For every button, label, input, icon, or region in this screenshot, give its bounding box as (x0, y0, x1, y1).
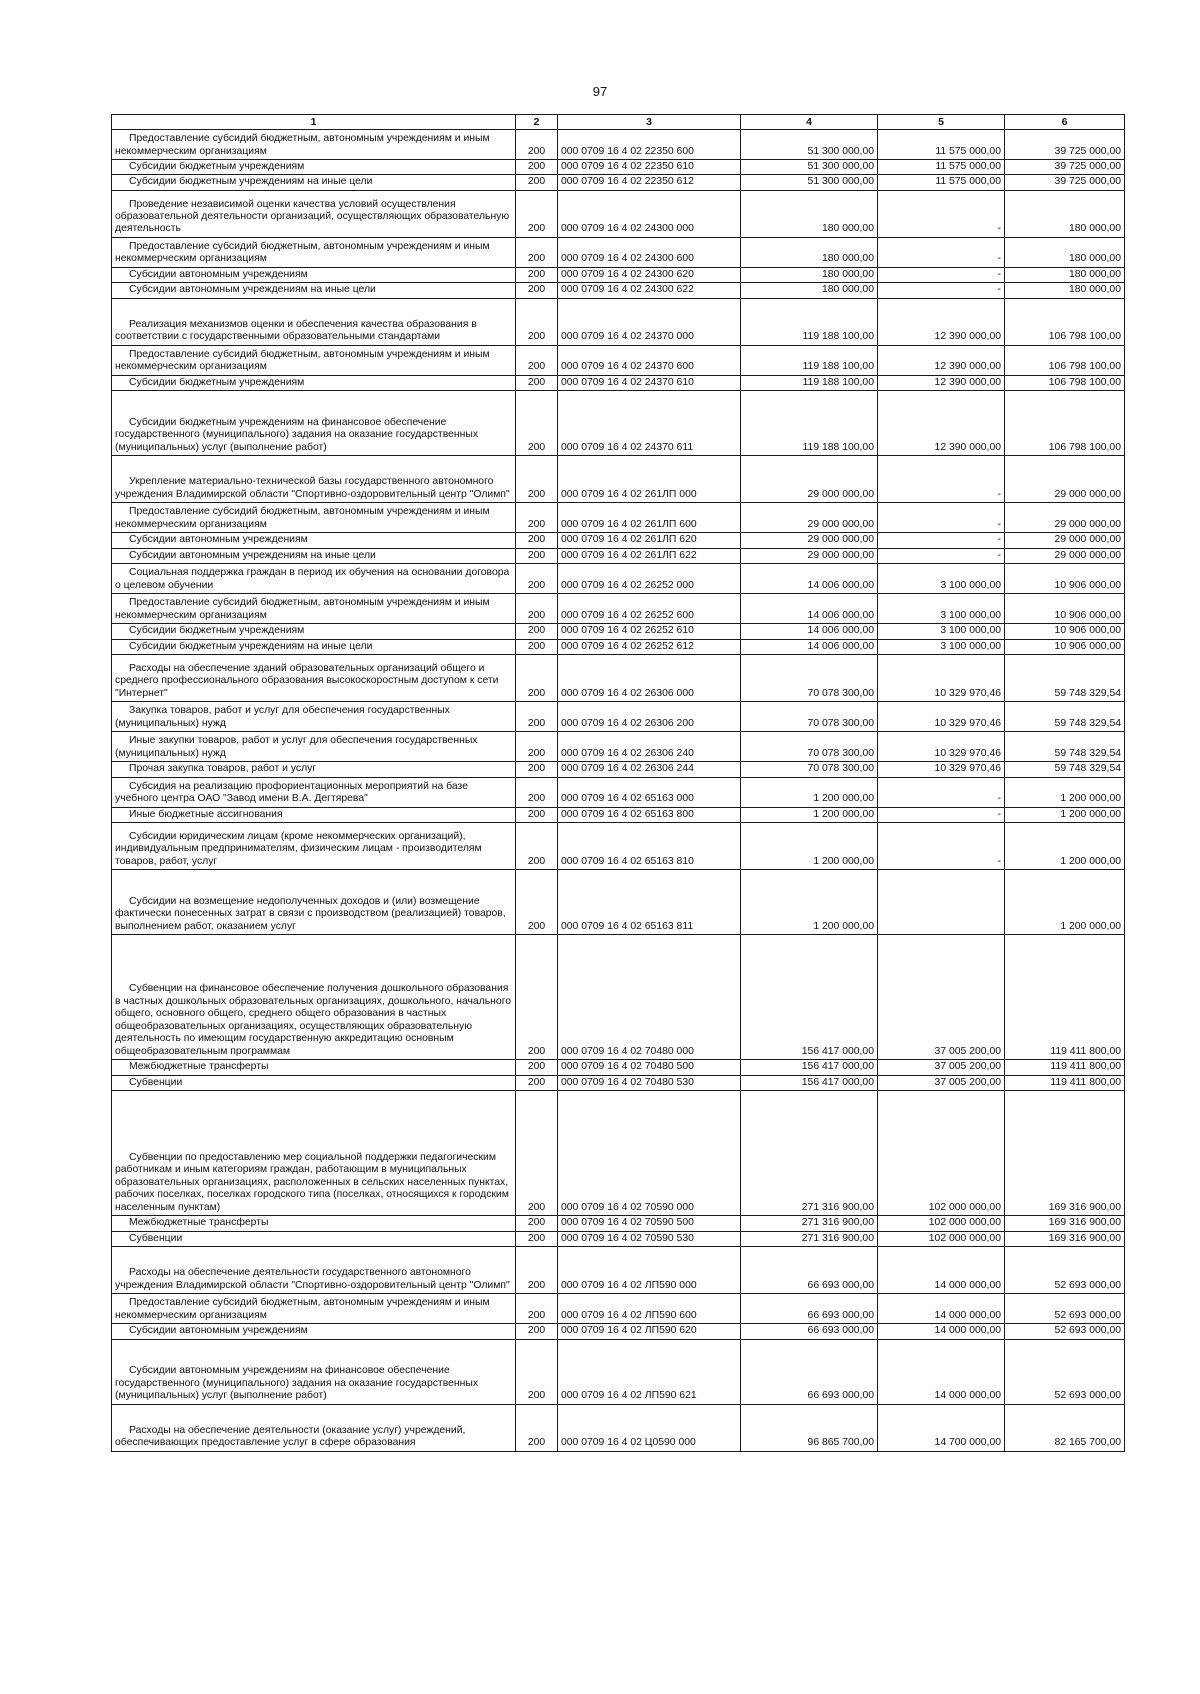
table-cell-admin-code: 200 (516, 823, 558, 870)
table-cell-amount-approved: 156 417 000,00 (741, 935, 878, 1060)
table-cell-amount-executed: - (878, 456, 1005, 503)
table-cell-amount-remaining: 169 316 900,00 (1005, 1216, 1125, 1231)
table-cell-admin-code: 200 (516, 732, 558, 762)
table-cell-name: Субсидии автономным учреждениям (112, 1324, 516, 1339)
table-cell-amount-executed: 12 390 000,00 (878, 345, 1005, 375)
table-cell-budget-code: 000 0709 16 4 02 26306 200 (558, 702, 741, 732)
table-cell-name: Проведение независимой оценки качества условий осуществления образовательной деятельности организаций, осуществляющих образовательную деятельность (112, 190, 516, 237)
table-cell-admin-code: 200 (516, 762, 558, 777)
table-cell-amount-approved: 1 200 000,00 (741, 870, 878, 935)
table-row (112, 375, 1125, 390)
table-cell-amount-remaining: 1 200 000,00 (1005, 823, 1125, 870)
table-cell-budget-code: 000 0709 16 4 02 70590 500 (558, 1216, 741, 1231)
table-cell-budget-code: 000 0709 16 4 02 24300 620 (558, 267, 741, 282)
table-cell-amount-remaining: 106 798 100,00 (1005, 298, 1125, 345)
table-cell-admin-code: 200 (516, 190, 558, 237)
table-row (112, 1231, 1125, 1246)
table-cell-amount-executed: 102 000 000,00 (878, 1231, 1005, 1246)
table-cell-amount-executed: 10 329 970,46 (878, 762, 1005, 777)
table-cell-admin-code: 200 (516, 807, 558, 822)
table-cell-name: Предоставление субсидий бюджетным, автономным учреждениям и иным некоммерческим организациям (112, 345, 516, 375)
table-row (112, 702, 1125, 732)
column-header: 2 (516, 115, 558, 130)
table-cell-amount-executed: - (878, 823, 1005, 870)
table-cell-budget-code: 000 0709 16 4 02 65163 810 (558, 823, 741, 870)
table-cell-amount-executed: 11 575 000,00 (878, 160, 1005, 175)
table-cell-amount-executed: 12 390 000,00 (878, 298, 1005, 345)
table-cell-amount-approved: 70 078 300,00 (741, 762, 878, 777)
table-cell-amount-approved: 29 000 000,00 (741, 503, 878, 533)
column-header: 4 (741, 115, 878, 130)
table-cell-budget-code: 000 0709 16 4 02 ЛП590 600 (558, 1294, 741, 1324)
table-cell-amount-remaining: 10 906 000,00 (1005, 594, 1125, 624)
table-cell-name: Субсидии бюджетным учреждениям на иные цели (112, 175, 516, 190)
table-cell-budget-code: 000 0709 16 4 02 26252 610 (558, 624, 741, 639)
table-row (112, 267, 1125, 282)
table-row (112, 548, 1125, 563)
table-row (112, 823, 1125, 870)
table-cell-admin-code: 200 (516, 870, 558, 935)
table-row (112, 503, 1125, 533)
table-cell-amount-executed: 12 390 000,00 (878, 375, 1005, 390)
table-cell-admin-code: 200 (516, 237, 558, 267)
table-cell-amount-approved: 66 693 000,00 (741, 1339, 878, 1404)
table-row (112, 1339, 1125, 1404)
table-cell-amount-approved: 51 300 000,00 (741, 130, 878, 160)
column-header: 3 (558, 115, 741, 130)
table-cell-amount-remaining: 82 165 700,00 (1005, 1404, 1125, 1451)
page-number: 97 (592, 84, 608, 99)
table-cell-name: Субсидии автономным учреждениям на финансовое обеспечение государственного (муниципального) задания на оказание государственных (муниципальных) услуг (выполнение работ) (112, 1339, 516, 1404)
table-cell-admin-code: 200 (516, 548, 558, 563)
table-cell-amount-remaining: 119 411 800,00 (1005, 1060, 1125, 1075)
table-cell-admin-code: 200 (516, 283, 558, 298)
table-cell-amount-approved: 180 000,00 (741, 267, 878, 282)
table-cell-amount-approved: 66 693 000,00 (741, 1324, 878, 1339)
table-cell-budget-code: 000 0709 16 4 02 24370 600 (558, 345, 741, 375)
table-cell-amount-approved: 180 000,00 (741, 190, 878, 237)
table-cell-amount-approved: 14 006 000,00 (741, 639, 878, 654)
table-cell-budget-code: 000 0709 16 4 02 24300 622 (558, 283, 741, 298)
budget-table (111, 114, 1125, 1452)
table-cell-amount-remaining: 106 798 100,00 (1005, 375, 1125, 390)
table-cell-budget-code: 000 0709 16 4 02 ЛП590 000 (558, 1247, 741, 1294)
table-cell-budget-code: 000 0709 16 4 02 Ц0590 000 (558, 1404, 741, 1451)
table-row (112, 391, 1125, 456)
table-cell-name: Предоставление субсидий бюджетным, автономным учреждениям и иным некоммерческим организациям (112, 237, 516, 267)
table-cell-budget-code: 000 0709 16 4 02 22350 612 (558, 175, 741, 190)
table-cell-name: Укрепление материально-технической базы государственного автономного учреждения Владимирской области "Спортивно-оздоровительный центр "Олимп" (112, 456, 516, 503)
table-cell-amount-executed: 11 575 000,00 (878, 175, 1005, 190)
table-cell-budget-code: 000 0709 16 4 02 26306 240 (558, 732, 741, 762)
table-cell-budget-code: 000 0709 16 4 02 261ЛП 600 (558, 503, 741, 533)
table-cell-amount-approved: 51 300 000,00 (741, 160, 878, 175)
table-cell-budget-code: 000 0709 16 4 02 65163 800 (558, 807, 741, 822)
table-cell-amount-approved: 1 200 000,00 (741, 823, 878, 870)
table-row (112, 1060, 1125, 1075)
table-cell-admin-code: 200 (516, 345, 558, 375)
table-cell-amount-approved: 51 300 000,00 (741, 175, 878, 190)
table-cell-amount-approved: 119 188 100,00 (741, 391, 878, 456)
table-cell-amount-remaining: 39 725 000,00 (1005, 160, 1125, 175)
table-cell-amount-remaining: 52 693 000,00 (1005, 1247, 1125, 1294)
table-cell-budget-code: 000 0709 16 4 02 26306 000 (558, 655, 741, 702)
table-cell-name: Субсидии на возмещение недополученных доходов и (или) возмещение фактически понесенных затрат в связи с производством (реализацией) товаров, выполнением работ, оказанием услуг (112, 870, 516, 935)
table-cell-amount-executed: 14 000 000,00 (878, 1339, 1005, 1404)
table-cell-name: Иные закупки товаров, работ и услуг для обеспечения государственных (муниципальных) нужд (112, 732, 516, 762)
table-cell-budget-code: 000 0709 16 4 02 26252 612 (558, 639, 741, 654)
table-cell-amount-remaining: 1 200 000,00 (1005, 870, 1125, 935)
table-cell-amount-approved: 1 200 000,00 (741, 807, 878, 822)
table-row (112, 655, 1125, 702)
table-cell-amount-remaining: 52 693 000,00 (1005, 1339, 1125, 1404)
table-cell-amount-remaining: 29 000 000,00 (1005, 533, 1125, 548)
table-cell-budget-code: 000 0709 16 4 02 70590 530 (558, 1231, 741, 1246)
table-cell-name: Субсидии автономным учреждениям (112, 533, 516, 548)
table-cell-admin-code: 200 (516, 456, 558, 503)
table-cell-budget-code: 000 0709 16 4 02 ЛП590 621 (558, 1339, 741, 1404)
table-cell-name: Субсидии бюджетным учреждениям на иные цели (112, 639, 516, 654)
table-cell-name: Расходы на обеспечение деятельности (оказание услуг) учреждений, обеспечивающих предоставление услуг в сфере образования (112, 1404, 516, 1451)
table-cell-budget-code: 000 0709 16 4 02 65163 000 (558, 777, 741, 807)
table-cell-admin-code: 200 (516, 1091, 558, 1216)
table-cell-name: Субвенции на финансовое обеспечение получения дошкольного образования в частных дошкольных образовательных организациях, дошкольного, начального общего, основного общего, среднего общего образования в частных общеобразовательных организациях, осуществляющих образовательную деятельность по имеющим государственную аккредитацию основным общеобразовательным программам (112, 935, 516, 1060)
table-cell-name: Прочая закупка товаров, работ и услуг (112, 762, 516, 777)
table-cell-admin-code: 200 (516, 655, 558, 702)
table-cell-amount-executed: 102 000 000,00 (878, 1091, 1005, 1216)
table-cell-name: Предоставление субсидий бюджетным, автономным учреждениям и иным некоммерческим организациям (112, 130, 516, 160)
table-cell-admin-code: 200 (516, 1339, 558, 1404)
table-cell-name: Субсидии бюджетным учреждениям (112, 160, 516, 175)
table-cell-amount-executed: 10 329 970,46 (878, 702, 1005, 732)
table-cell-amount-approved: 29 000 000,00 (741, 456, 878, 503)
table-cell-name: Субсидии автономным учреждениям на иные цели (112, 283, 516, 298)
table-cell-budget-code: 000 0709 16 4 02 70480 000 (558, 935, 741, 1060)
table-row (112, 564, 1125, 594)
table-row (112, 762, 1125, 777)
table-cell-budget-code: 000 0709 16 4 02 26252 000 (558, 564, 741, 594)
table-cell-amount-executed: 3 100 000,00 (878, 594, 1005, 624)
table-cell-amount-approved: 14 006 000,00 (741, 624, 878, 639)
table-cell-amount-executed: 14 700 000,00 (878, 1404, 1005, 1451)
table-cell-budget-code: 000 0709 16 4 02 24370 611 (558, 391, 741, 456)
table-cell-amount-approved: 271 316 900,00 (741, 1231, 878, 1246)
table-cell-amount-approved: 66 693 000,00 (741, 1247, 878, 1294)
table-cell-amount-remaining: 52 693 000,00 (1005, 1324, 1125, 1339)
table-row (112, 160, 1125, 175)
table-cell-budget-code: 000 0709 16 4 02 22350 600 (558, 130, 741, 160)
table-row (112, 1091, 1125, 1216)
table-cell-amount-approved: 156 417 000,00 (741, 1075, 878, 1090)
table-cell-admin-code: 200 (516, 160, 558, 175)
table-cell-name: Предоставление субсидий бюджетным, автономным учреждениям и иным некоммерческим организациям (112, 594, 516, 624)
table-cell-amount-remaining: 59 748 329,54 (1005, 702, 1125, 732)
table-cell-admin-code: 200 (516, 624, 558, 639)
table-cell-name: Предоставление субсидий бюджетным, автономным учреждениям и иным некоммерческим организациям (112, 503, 516, 533)
table-cell-amount-remaining: 1 200 000,00 (1005, 807, 1125, 822)
table-cell-budget-code: 000 0709 16 4 02 22350 610 (558, 160, 741, 175)
table-row (112, 639, 1125, 654)
table-cell-amount-approved: 66 693 000,00 (741, 1294, 878, 1324)
table-cell-admin-code: 200 (516, 639, 558, 654)
table-row (112, 130, 1125, 160)
table-cell-admin-code: 200 (516, 564, 558, 594)
table-cell-budget-code: 000 0709 16 4 02 70590 000 (558, 1091, 741, 1216)
table-cell-name: Субсидии автономным учреждениям (112, 267, 516, 282)
table-cell-admin-code: 200 (516, 298, 558, 345)
table-cell-amount-remaining: 180 000,00 (1005, 267, 1125, 282)
table-row (112, 345, 1125, 375)
table-cell-amount-remaining: 119 411 800,00 (1005, 935, 1125, 1060)
table-cell-amount-approved: 156 417 000,00 (741, 1060, 878, 1075)
table-cell-name: Субвенции по предоставлению мер социальной поддержки педагогическим работникам и иным категориям граждан, работающим в муниципальных образовательных организациях, расположенных в сельских населенных пунктах, рабочих поселках, поселках городского типа (поселках, относящихся к городским населенным пунктам) (112, 1091, 516, 1216)
table-cell-name: Расходы на обеспечение зданий образовательных организаций общего и среднего профессионального образования высокоскоростным доступом к сети "Интернет" (112, 655, 516, 702)
table-cell-budget-code: 000 0709 16 4 02 70480 530 (558, 1075, 741, 1090)
table-cell-name: Расходы на обеспечение деятельности государственного автономного учреждения Владимирской области "Спортивно-оздоровительный центр "Олимп" (112, 1247, 516, 1294)
table-cell-admin-code: 200 (516, 503, 558, 533)
table-cell-budget-code: 000 0709 16 4 02 24300 000 (558, 190, 741, 237)
table-cell-amount-executed: 3 100 000,00 (878, 624, 1005, 639)
table-cell-amount-approved: 180 000,00 (741, 283, 878, 298)
table-cell-budget-code: 000 0709 16 4 02 24370 610 (558, 375, 741, 390)
table-row (112, 1294, 1125, 1324)
table-cell-name: Субсидия на реализацию профориентационных мероприятий на базе учебного центра ОАО "Завод имени В.А. Дегтярева" (112, 777, 516, 807)
table-cell-budget-code: 000 0709 16 4 02 24370 000 (558, 298, 741, 345)
table-cell-budget-code: 000 0709 16 4 02 ЛП590 620 (558, 1324, 741, 1339)
table-cell-budget-code: 000 0709 16 4 02 261ЛП 620 (558, 533, 741, 548)
table-cell-admin-code: 200 (516, 777, 558, 807)
table-cell-amount-approved: 29 000 000,00 (741, 548, 878, 563)
table-cell-name: Межбюджетные трансферты (112, 1216, 516, 1231)
table-row (112, 533, 1125, 548)
table-cell-admin-code: 200 (516, 1404, 558, 1451)
column-header: 6 (1005, 115, 1125, 130)
table-row (112, 298, 1125, 345)
table-cell-admin-code: 200 (516, 702, 558, 732)
table-cell-amount-remaining: 52 693 000,00 (1005, 1294, 1125, 1324)
table-cell-amount-remaining: 169 316 900,00 (1005, 1091, 1125, 1216)
table-row (112, 175, 1125, 190)
table-cell-name: Реализация механизмов оценки и обеспечения качества образования в соответствии с государственными образовательными стандартами (112, 298, 516, 345)
table-cell-amount-executed: - (878, 777, 1005, 807)
table-cell-amount-approved: 119 188 100,00 (741, 298, 878, 345)
table-cell-admin-code: 200 (516, 533, 558, 548)
table-cell-amount-executed: - (878, 533, 1005, 548)
table-cell-budget-code: 000 0709 16 4 02 261ЛП 622 (558, 548, 741, 563)
table-cell-amount-remaining: 29 000 000,00 (1005, 503, 1125, 533)
column-header: 5 (878, 115, 1005, 130)
table-row (112, 870, 1125, 935)
table-cell-amount-remaining: 29 000 000,00 (1005, 456, 1125, 503)
table-cell-amount-approved: 96 865 700,00 (741, 1404, 878, 1451)
table-cell-amount-remaining: 59 748 329,54 (1005, 732, 1125, 762)
table-cell-amount-executed (878, 870, 1005, 935)
table-cell-amount-executed: - (878, 190, 1005, 237)
table-cell-amount-approved: 14 006 000,00 (741, 564, 878, 594)
table-cell-name: Субсидии автономным учреждениям на иные цели (112, 548, 516, 563)
table-row (112, 594, 1125, 624)
table-cell-amount-remaining: 180 000,00 (1005, 190, 1125, 237)
table-cell-amount-executed: 12 390 000,00 (878, 391, 1005, 456)
table-cell-amount-remaining: 180 000,00 (1005, 283, 1125, 298)
table-cell-budget-code: 000 0709 16 4 02 70480 500 (558, 1060, 741, 1075)
table-cell-amount-executed: 10 329 970,46 (878, 655, 1005, 702)
table-cell-amount-executed: 14 000 000,00 (878, 1294, 1005, 1324)
table-row (112, 777, 1125, 807)
table-cell-amount-executed: - (878, 283, 1005, 298)
table-row (112, 237, 1125, 267)
table-cell-amount-remaining: 169 316 900,00 (1005, 1231, 1125, 1246)
table-cell-name: Субвенции (112, 1075, 516, 1090)
table-cell-amount-executed: - (878, 503, 1005, 533)
table-cell-amount-approved: 271 316 900,00 (741, 1091, 878, 1216)
table-cell-amount-remaining: 59 748 329,54 (1005, 655, 1125, 702)
table-row (112, 732, 1125, 762)
table-cell-amount-remaining: 10 906 000,00 (1005, 624, 1125, 639)
table-cell-admin-code: 200 (516, 375, 558, 390)
table-cell-amount-executed: 3 100 000,00 (878, 639, 1005, 654)
table-row (112, 1324, 1125, 1339)
table-row (112, 1404, 1125, 1451)
table-cell-amount-executed: - (878, 807, 1005, 822)
table-cell-amount-remaining: 106 798 100,00 (1005, 391, 1125, 456)
table-cell-name: Субсидии юридическим лицам (кроме некоммерческих организаций), индивидуальным предпринимателям, физическим лицам - производителям товаров, работ, услуг (112, 823, 516, 870)
table-cell-name: Иные бюджетные ассигнования (112, 807, 516, 822)
table-cell-amount-executed: 37 005 200,00 (878, 935, 1005, 1060)
table-cell-amount-remaining: 180 000,00 (1005, 237, 1125, 267)
table-cell-name: Субсидии бюджетным учреждениям на финансовое обеспечение государственного (муниципального) задания на оказание государственных (муниципальных) услуг (выполнение работ) (112, 391, 516, 456)
table-row (112, 935, 1125, 1060)
table-cell-amount-approved: 119 188 100,00 (741, 375, 878, 390)
table-cell-admin-code: 200 (516, 1324, 558, 1339)
table-cell-amount-remaining: 39 725 000,00 (1005, 175, 1125, 190)
table-cell-admin-code: 200 (516, 391, 558, 456)
table-cell-name: Субсидии бюджетным учреждениям (112, 375, 516, 390)
table-cell-admin-code: 200 (516, 1060, 558, 1075)
table-row (112, 190, 1125, 237)
table-cell-amount-approved: 180 000,00 (741, 237, 878, 267)
table-row (112, 283, 1125, 298)
table-cell-amount-remaining: 106 798 100,00 (1005, 345, 1125, 375)
table-cell-amount-executed: - (878, 267, 1005, 282)
table-cell-amount-executed: 102 000 000,00 (878, 1216, 1005, 1231)
table-cell-admin-code: 200 (516, 1294, 558, 1324)
table-row (112, 1216, 1125, 1231)
table-cell-name: Межбюджетные трансферты (112, 1060, 516, 1075)
table-cell-amount-executed: - (878, 237, 1005, 267)
table-cell-amount-executed: 37 005 200,00 (878, 1060, 1005, 1075)
table-cell-amount-remaining: 119 411 800,00 (1005, 1075, 1125, 1090)
table-cell-amount-remaining: 10 906 000,00 (1005, 639, 1125, 654)
table-row (112, 1075, 1125, 1090)
table-cell-amount-executed: 14 000 000,00 (878, 1247, 1005, 1294)
table-cell-amount-executed: 37 005 200,00 (878, 1075, 1005, 1090)
table-row (112, 624, 1125, 639)
table-cell-admin-code: 200 (516, 594, 558, 624)
table-header-row (112, 115, 1125, 130)
table-cell-amount-executed: 3 100 000,00 (878, 564, 1005, 594)
table-cell-name: Социальная поддержка граждан в период их обучения на основании договора о целевом обучении (112, 564, 516, 594)
table-cell-amount-executed: 11 575 000,00 (878, 130, 1005, 160)
table-cell-amount-approved: 70 078 300,00 (741, 702, 878, 732)
table-cell-admin-code: 200 (516, 267, 558, 282)
table-cell-admin-code: 200 (516, 130, 558, 160)
table-cell-admin-code: 200 (516, 1231, 558, 1246)
table-cell-name: Субвенции (112, 1231, 516, 1246)
table-cell-amount-approved: 271 316 900,00 (741, 1216, 878, 1231)
table-cell-budget-code: 000 0709 16 4 02 65163 811 (558, 870, 741, 935)
table-cell-amount-remaining: 29 000 000,00 (1005, 548, 1125, 563)
table-row (112, 1247, 1125, 1294)
table-cell-budget-code: 000 0709 16 4 02 261ЛП 000 (558, 456, 741, 503)
table-cell-amount-remaining: 39 725 000,00 (1005, 130, 1125, 160)
table-cell-amount-approved: 14 006 000,00 (741, 594, 878, 624)
table-cell-admin-code: 200 (516, 1075, 558, 1090)
table-cell-amount-approved: 70 078 300,00 (741, 655, 878, 702)
table-cell-admin-code: 200 (516, 1247, 558, 1294)
table-cell-amount-approved: 29 000 000,00 (741, 533, 878, 548)
table-cell-admin-code: 200 (516, 1216, 558, 1231)
table-cell-name: Предоставление субсидий бюджетным, автономным учреждениям и иным некоммерческим организациям (112, 1294, 516, 1324)
table-cell-amount-executed: 14 000 000,00 (878, 1324, 1005, 1339)
budget-table-body (112, 130, 1125, 1452)
table-cell-amount-remaining: 1 200 000,00 (1005, 777, 1125, 807)
table-cell-amount-remaining: 59 748 329,54 (1005, 762, 1125, 777)
table-cell-budget-code: 000 0709 16 4 02 24300 600 (558, 237, 741, 267)
table-cell-amount-approved: 119 188 100,00 (741, 345, 878, 375)
table-cell-budget-code: 000 0709 16 4 02 26306 244 (558, 762, 741, 777)
table-cell-amount-remaining: 10 906 000,00 (1005, 564, 1125, 594)
table-cell-amount-approved: 1 200 000,00 (741, 777, 878, 807)
table-cell-amount-executed: 10 329 970,46 (878, 732, 1005, 762)
table-cell-admin-code: 200 (516, 175, 558, 190)
table-cell-budget-code: 000 0709 16 4 02 26252 600 (558, 594, 741, 624)
table-cell-amount-approved: 70 078 300,00 (741, 732, 878, 762)
table-row (112, 807, 1125, 822)
table-cell-name: Закупка товаров, работ и услуг для обеспечения государственных (муниципальных) нужд (112, 702, 516, 732)
table-cell-amount-executed: - (878, 548, 1005, 563)
table-cell-name: Субсидии бюджетным учреждениям (112, 624, 516, 639)
table-cell-admin-code: 200 (516, 935, 558, 1060)
column-header: 1 (112, 115, 516, 130)
table-row (112, 456, 1125, 503)
